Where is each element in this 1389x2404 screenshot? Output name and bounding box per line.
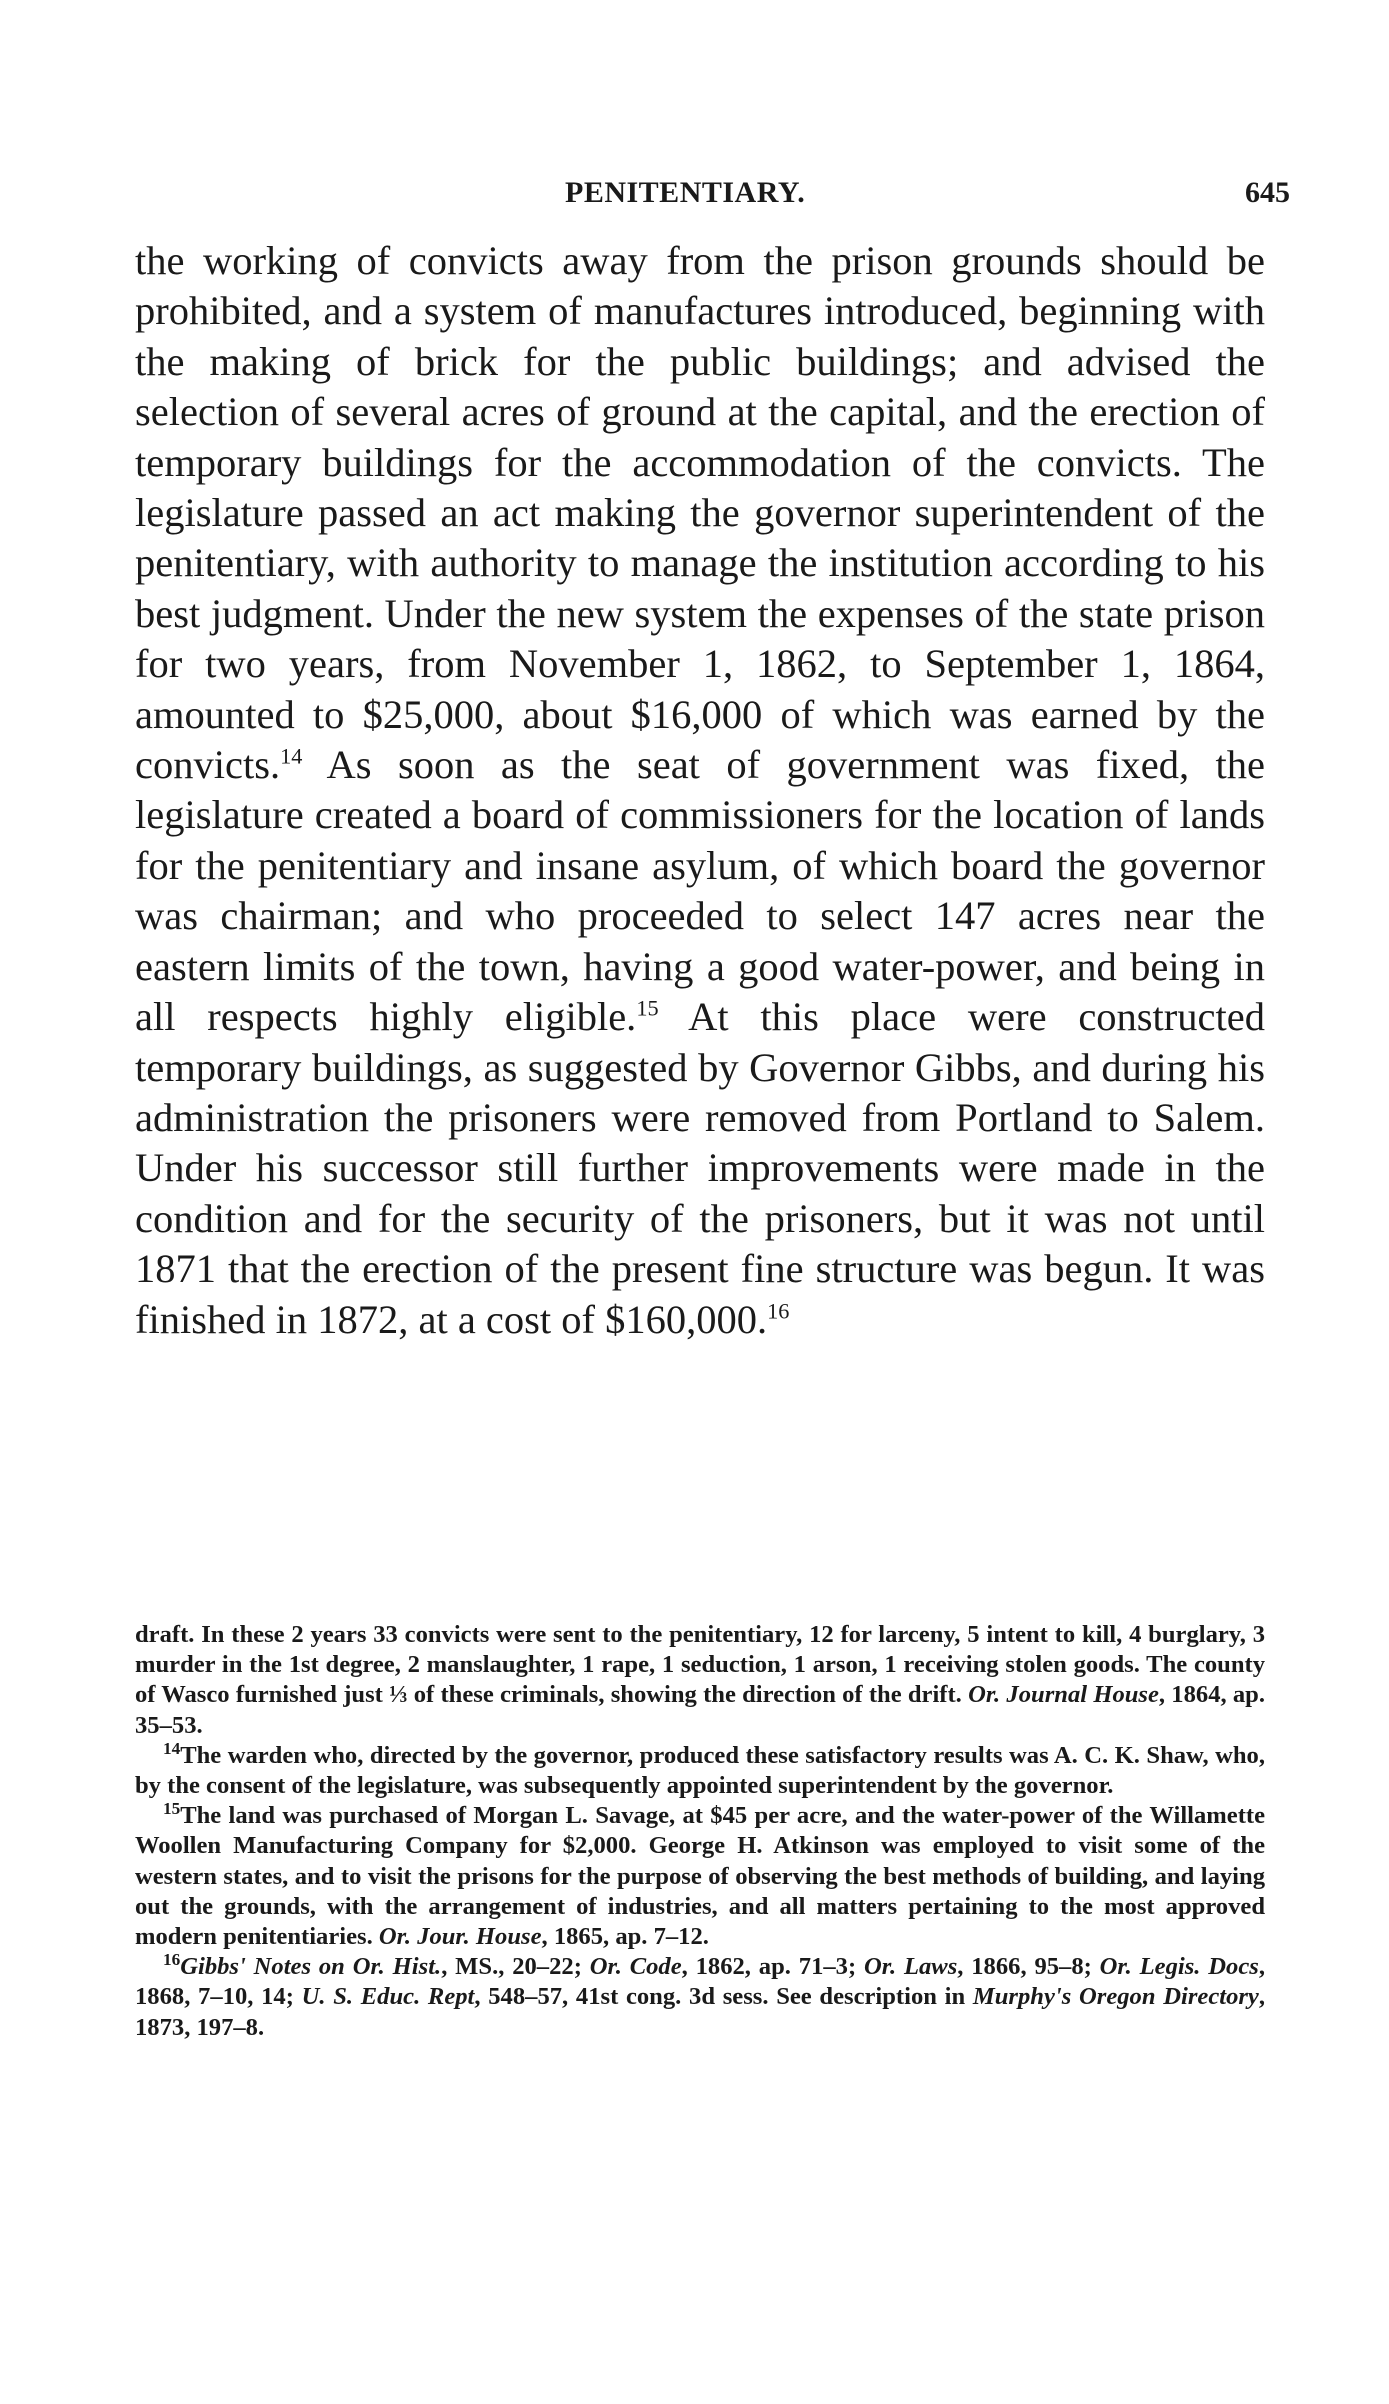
footnote-15-text: The land was purchased of Morgan L. Savage, at $45 per acre, and the water-power of the Willamette Woollen Manufacturing Company for $2,000. George H. Atkinson was employed to visit some of the western states, and to visit the prisons for the purpose of observing the best methods of building, and laying out the grounds, with the arrangement of industries, and all matters pertaining to the most approved modern penitentiaries.	[135, 1802, 1265, 1951]
footnote-16-detail-5: , 548–57, 41st cong. 3d sess. See description in	[474, 1983, 973, 2011]
footnote-15-citation: Or. Jour. House	[378, 1923, 542, 1951]
body-paragraph	[135, 236, 1265, 1345]
footnote-16	[135, 1952, 1265, 2043]
footnote-14-text: The warden who, directed by the governor, produced these satisfactory results was A. C. K. Shaw, who, by the consent of the legislature, was subsequently appointed superintendent by the governor.	[135, 1741, 1265, 1800]
footnote-16-source-2: Or. Code	[589, 1953, 682, 1981]
page-number: 645	[1245, 176, 1290, 209]
running-head-title: PENITENTIARY.	[565, 176, 806, 209]
footnote-16-detail-4: , 1868, 7–10, 14;	[135, 1953, 1265, 2011]
footnote-continuation	[135, 1620, 1265, 1741]
running-header	[130, 176, 1290, 216]
footnote-16-mark: 16	[163, 1950, 181, 1970]
footnote-15	[135, 1801, 1265, 1952]
footnote-continuation-text: draft. In these 2 years 33 convicts were sent to the penitentiary, 12 for larceny, 5 intent to kill, 4 burglary, 3 murder in the 1st degree, 2 manslaughter, 1 rape, 1 seduction, 1 arson, 1 receiving stolen goods. The county of Wasco furnished just ⅓ of these criminals, showing the direction of the drift.	[135, 1621, 1265, 1709]
footnote-15-citation-detail: , 1865, ap. 7–12.	[541, 1923, 709, 1951]
footnote-16-source-6: Murphy's Oregon Directory	[972, 1983, 1259, 2011]
footnote-16-source-3: Or. Laws	[864, 1953, 958, 1981]
footnote-16-detail-1: , MS., 20–22;	[441, 1953, 590, 1981]
footnote-citation-detail: , 1864, ap. 35–53.	[135, 1681, 1266, 1739]
footnote-ref-16: 16	[767, 1298, 790, 1324]
footnote-citation: Or. Journal House	[968, 1681, 1159, 1709]
footnote-ref-14: 14	[280, 743, 303, 769]
footnote-16-source-4: Or. Legis. Docs	[1099, 1953, 1259, 1981]
footnotes-section	[135, 1620, 1265, 2043]
footnote-ref-15: 15	[636, 995, 659, 1021]
footnote-16-detail-6: , 1873, 197–8.	[135, 1983, 1266, 2041]
footnote-15-mark: 15	[163, 1799, 181, 1819]
footnote-16-detail-2: , 1862, ap. 71–3;	[681, 1953, 864, 1981]
body-text-part-1: the working of convicts away from the prison grounds should be prohibited, and a system of manufactures introduced, beginning with the making of brick for the public buildings; and advised the selection of several acres of ground at the capital, and the erection of temporary buildings for the accommodation of the convicts. The legislature passed an act making the governor superintendent of the penitentiary, with authority to manage the institution according to his best judgment. Under the new system the expenses of the state prison for two years, from November 1, 1862, to September 1, 1864, amounted to $25,000, about $16,000 of which was earned by the convicts.	[135, 238, 1265, 788]
footnote-16-source-1: Gibbs' Notes on Or. Hist.	[180, 1953, 442, 1981]
body-text-part-2: As soon as the seat of government was fixed, the legislature created a board of commissioners for the location of lands for the penitentiary and insane asylum, of which board the governor was chairman; and who proceeded to select 147 acres near the eastern limits of the town, having a good water-power, and being in all respects highly eligible.	[135, 742, 1265, 1040]
body-text-part-3: At this place were constructed temporary buildings, as suggested by Governor Gibbs, and during his administration the prisoners were removed from Portland to Salem. Under his successor still further improvements were made in the condition and for the security of the prisoners, but it was not until 1871 that the erection of the present fine structure was begun. It was finished in 1872, at a cost of $160,000.	[135, 994, 1265, 1342]
footnote-14-mark: 14	[163, 1738, 181, 1758]
footnote-16-detail-3: , 1866, 95–8;	[957, 1953, 1100, 1981]
footnote-14	[135, 1738, 1265, 1801]
footnote-16-source-5: U. S. Educ. Rept	[301, 1983, 475, 2011]
